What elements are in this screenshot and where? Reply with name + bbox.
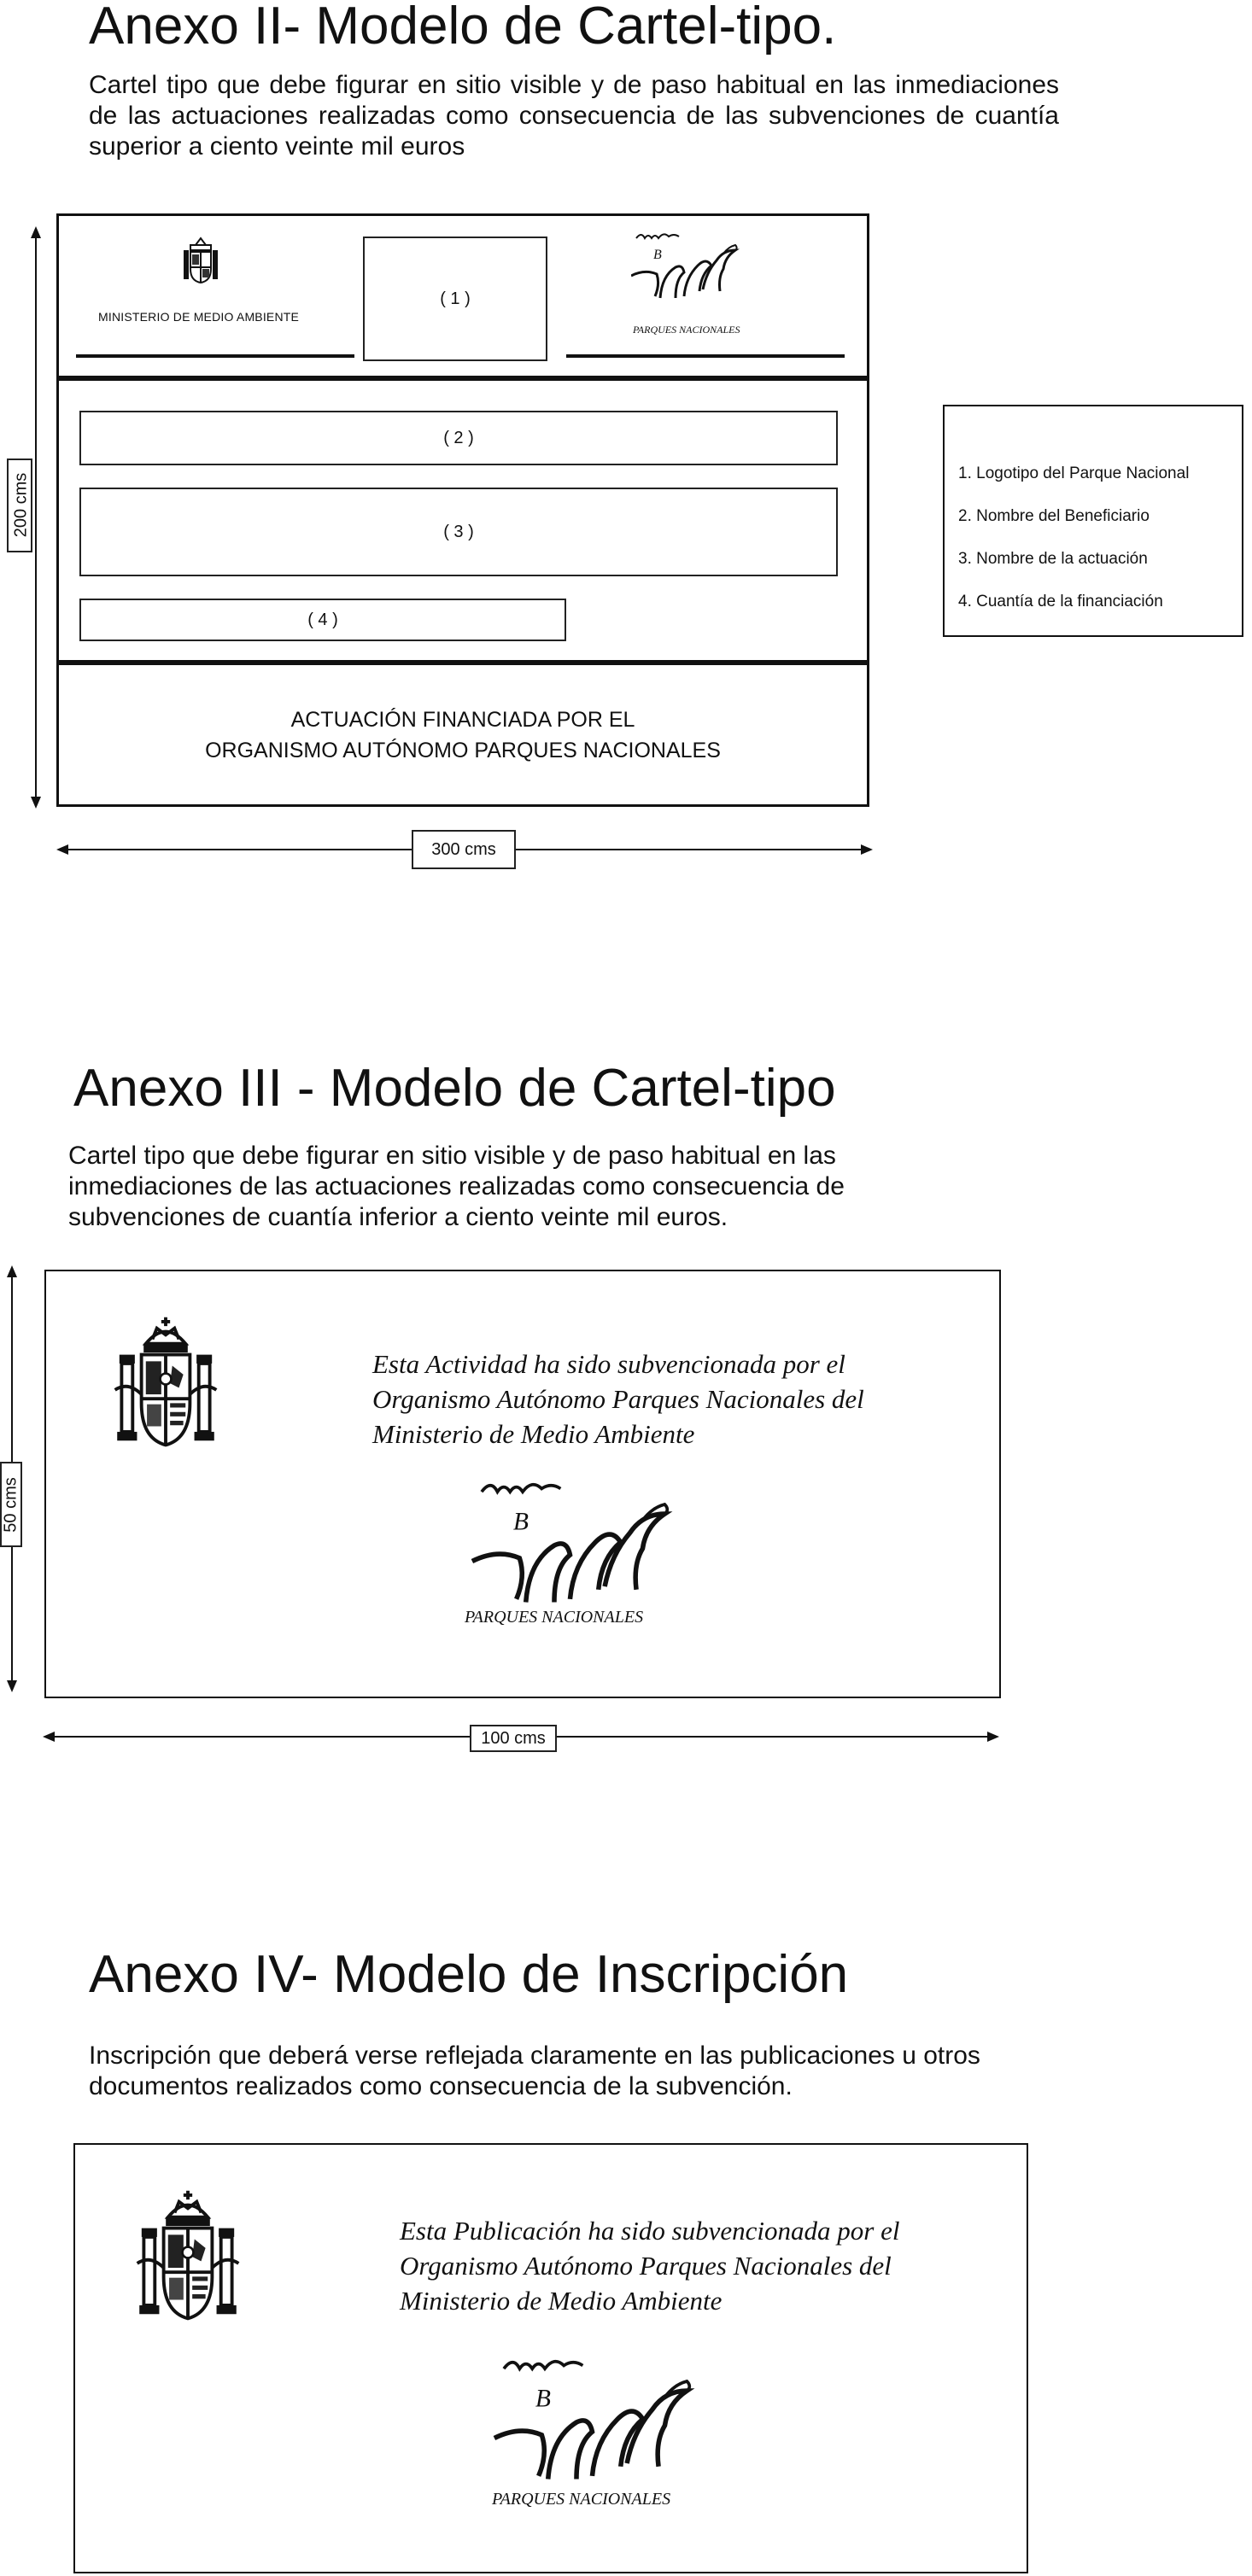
anexo4-logo-text: PARQUES NACIONALES xyxy=(492,2490,671,2509)
anexo2-ministry: MINISTERIO DE MEDIO AMBIENTE xyxy=(98,310,300,324)
legend-item-2: 2. Nombre del Beneficiario xyxy=(958,507,1150,525)
anexo3-text-line1: Esta Actividad ha sido subvencionada por el xyxy=(372,1349,845,1379)
coat-of-arms-icon xyxy=(132,2184,244,2321)
coat-of-arms-icon xyxy=(109,1311,222,1447)
anexo2-logo-underline xyxy=(566,354,845,358)
anexo2-divider-top xyxy=(59,376,867,381)
anexo2-slot3: ( 3 ) xyxy=(79,488,838,576)
anexo3-height-label: 50 cms xyxy=(1,1477,20,1533)
parques-nacionales-logo-icon xyxy=(490,2350,704,2495)
anexo2-height-label: 200 cms xyxy=(11,472,31,538)
anexo3-text xyxy=(372,1346,953,1452)
anexo4-intro: Inscripción que deberá verse reflejada claramente en las publicaciones u otros documentos realizados como consecuencia de la subvención. xyxy=(89,2042,980,2100)
anexo2-legend xyxy=(943,405,1243,637)
anexo2-footer xyxy=(59,704,867,766)
parques-nacionales-logo-icon xyxy=(631,228,742,307)
anexo2-width-label: 300 cms xyxy=(412,830,516,869)
anexo2-divider-bottom xyxy=(59,660,867,665)
anexo3-title: Anexo III - Modelo de Cartel-tipo xyxy=(73,1059,836,1118)
anexo2-slot1: ( 1 ) xyxy=(363,237,547,361)
anexo3-sign xyxy=(44,1270,1001,1698)
anexo2-logo-text: PARQUES NACIONALES xyxy=(633,324,740,336)
anexo2-slot2: ( 2 ) xyxy=(79,411,838,465)
legend-item-4: 4. Cuantía de la financiación xyxy=(958,593,1163,610)
anexo2-footer-line2: ORGANISMO AUTÓNOMO PARQUES NACIONALES xyxy=(205,739,721,762)
anexo2-title: Anexo II- Modelo de Cartel-tipo. xyxy=(89,0,837,55)
anexo4-text xyxy=(400,2213,989,2318)
anexo2-footer-line1: ACTUACIÓN FINANCIADA POR EL xyxy=(290,708,635,732)
anexo3-height-label-box xyxy=(0,1462,22,1547)
anexo3-text-line2: Organismo Autónomo Parques Nacionales del xyxy=(372,1384,864,1414)
anexo2-sign-header xyxy=(59,216,867,378)
anexo2-intro: Cartel tipo que debe figurar en sitio visible y de paso habitual en las inmediaciones de las actuaciones realizadas como consecuencia de las subvenciones de cuantía superior a ciento veinte mil euros xyxy=(89,71,1059,161)
anexo4-text-line3: Ministerio de Medio Ambiente xyxy=(400,2286,723,2316)
anexo3-intro: Cartel tipo que debe figurar en sitio visible y de paso habitual en las inmediaciones de las actuaciones realizadas como consecuencia de subvenciones de cuantía inferior a ciento veinte mil euros. xyxy=(68,1142,845,1231)
anexo3-logo-text: PARQUES NACIONALES xyxy=(465,1608,644,1627)
anexo2-slot4: ( 4 ) xyxy=(79,599,566,641)
anexo3-width-label: 100 cms xyxy=(470,1725,557,1752)
coat-of-arms-icon xyxy=(177,237,225,286)
legend-item-1: 1. Logotipo del Parque Nacional xyxy=(958,464,1190,482)
legend-item-3: 3. Nombre de la actuación xyxy=(958,550,1148,568)
anexo4-text-line2: Organismo Autónomo Parques Nacionales del xyxy=(400,2251,892,2281)
anexo2-sign xyxy=(56,213,869,807)
anexo2-ministry-underline xyxy=(76,354,354,358)
anexo2-height-label-box xyxy=(7,459,32,552)
parques-nacionales-logo-icon xyxy=(468,1473,682,1618)
anexo4-text-line1: Esta Publicación ha sido subvencionada por el xyxy=(400,2216,900,2246)
anexo4-sign xyxy=(73,2143,1028,2573)
anexo4-title: Anexo IV- Modelo de Inscripción xyxy=(89,1945,849,2004)
anexo3-text-line3: Ministerio de Medio Ambiente xyxy=(372,1419,695,1449)
